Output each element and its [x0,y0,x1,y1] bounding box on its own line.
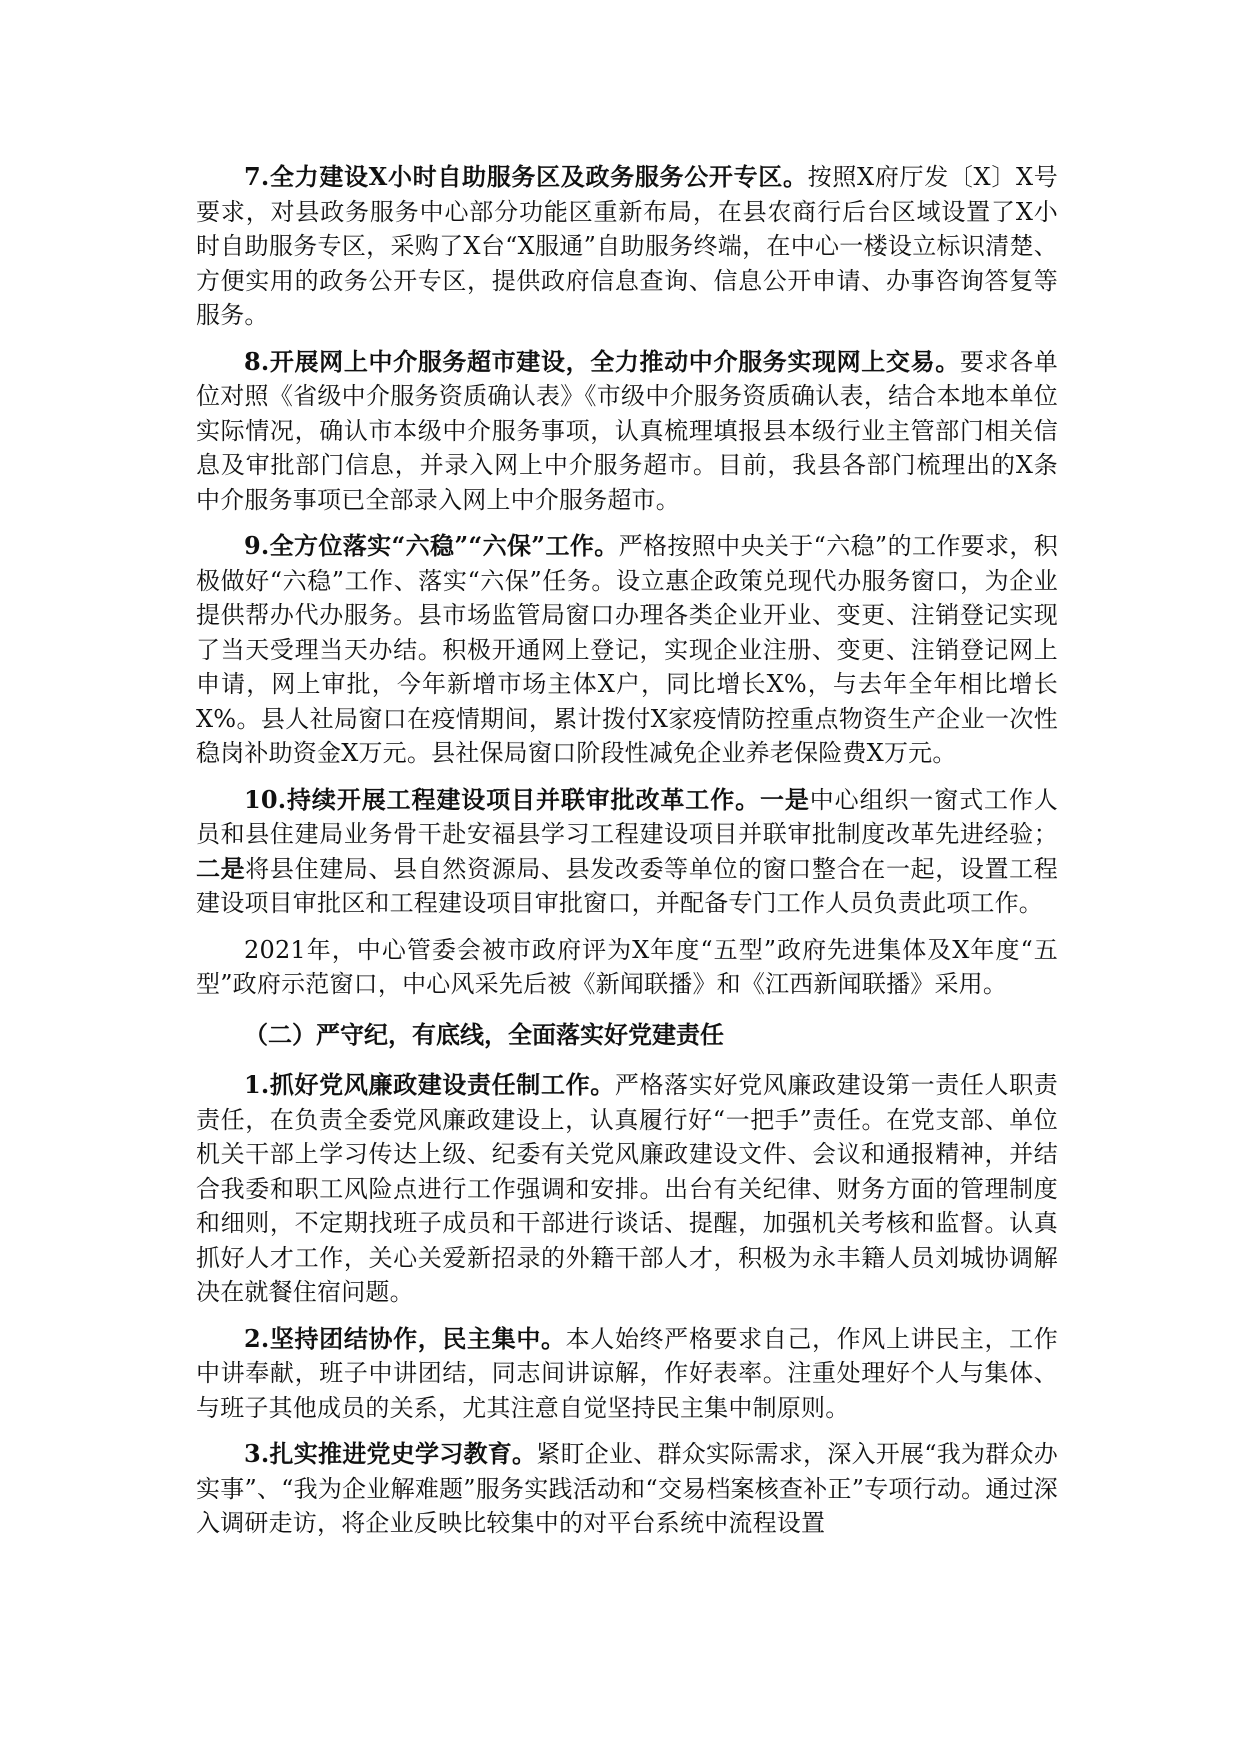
paragraph-item-1 [196,1068,1058,1310]
paragraph-text: 按照X府厅发〔X〕X号要求，对县政务服务中心部分功能区重新布局，在县农商行后台区域设置了X小时自助服务专区，采购了X台“X服通”自助服务终端，在中心一楼设立标识清楚、方便实用的政务公开专区，提供政府信息查询、信息公开申请、办事咨询答复等服务。 [196,163,1058,329]
paragraph-text: 严格落实好党风廉政建设第一责任人职责责任，在负责全委党风廉政建设上，认真履行好“一把手”责任。在党支部、单位机关干部上学习传达上级、纪委有关党风廉政建设文件、会议和通报精神，并结合我委和职工风险点进行工作强调和安排。出台有关纪律、财务方面的管理制度和细则，不定期找班子成员和干部进行谈话、提醒，加强机关考核和监督。认真抓好人才工作，关心关爱新招录的外籍干部人才，积极为永丰籍人员刘城协调解决在就餐住宿问题。 [196,1071,1058,1306]
paragraph-item-2 [196,1322,1058,1426]
emphasis-second: 二是 [196,853,246,883]
paragraph-item-10 [196,783,1058,921]
paragraph-heading: 7.全力建设X小时自助服务区及政务服务公开专区。 [244,162,808,191]
paragraph-heading: 10.持续开展工程建设项目并联审批改革工作。 [244,784,760,814]
paragraph-text: 2021年，中心管委会被市政府评为X年度“五型”政府先进集体及X年度“五型”政府示范窗口，中心风采先后被《新闻联播》和《江西新闻联播》采用。 [196,935,1058,998]
paragraph-text: 要求各单位对照《省级中介服务资质确认表》《市级中介服务资质确认表，结合本地本单位实际情况，确认市本级中介服务事项，认真梳理填报县本级行业主管部门相关信息及审批部门信息，并录入网上中介服务超市。目前，我县各部门梳理出的X条中介服务事项已全部录入网上中介服务超市。 [196,347,1058,514]
paragraph-item-8 [196,345,1058,518]
paragraph-heading: 8.开展网上中介服务超市建设，全力推动中介服务实现网上交易。 [244,346,960,376]
paragraph-item-9 [196,529,1058,771]
paragraph-heading: 1.抓好党风廉政建设责任制工作。 [244,1070,615,1099]
section-heading: （二）严守纪，有底线，全面落实好党建责任 [244,1019,724,1049]
paragraph-heading: 3.扎实推进党史学习教育。 [244,1439,537,1468]
paragraph-item-7 [196,160,1058,333]
paragraph-text: 紧盯企业、群众实际需求，深入开展“我为群众办实事”、“我为企业解难题”服务实践活动和“交易档案核查补正”专项行动。通过深入调研走访，将企业反映比较集中的对平台系统中流程设置 [196,1440,1058,1537]
paragraph-heading: 2.坚持团结协作，民主集中。 [244,1323,566,1353]
paragraph-text: 将县住建局、县自然资源局、县发改委等单位的窗口整合在一起，设置工程建设项目审批区和工程建设项目审批窗口，并配备专门工作人员负责此项工作。 [196,854,1058,917]
paragraph-text: 中心组织一窗式工作人员和县住建局业务骨干赴安福县学习工程建设项目并联审批制度改革先进经验； [196,785,1059,848]
paragraph-item-3 [196,1437,1058,1541]
document-body [196,160,1058,1553]
emphasis-first: 一是 [759,784,810,814]
paragraph-text: 本人始终严格要求自己，作风上讲民主，工作中讲奉献，班子中讲团结，同志间讲谅解，作好表率。注重处理好个人与集体、与班子其他成员的关系，尤其注意自觉坚持民主集中制原则。 [196,1324,1059,1422]
paragraph-heading: 9.全方位落实“六稳”“六保”工作。 [244,531,619,560]
paragraph-text: 严格按照中央关于“六稳”的工作要求，积极做好“六稳”工作、落实“六保”任务。设立惠企政策兑现代办服务窗口，为企业提供帮办代办服务。县市场监管局窗口办理各类企业开业、变更、注销登记实现了当天受理当天办结。积极开通网上登记，实现企业注册、变更、注销登记网上申请，网上审批，今年新增市场主体X户，同比增长X%，与去年全年相比增长X%。县人社局窗口在疫情期间，累计拨付X家疫情防控重点物资生产企业一次性稳岗补助资金X万元。县社保局窗口阶段性减免企业养老保险费X万元。 [196,532,1058,767]
paragraph-summary-2021 [196,933,1058,1002]
